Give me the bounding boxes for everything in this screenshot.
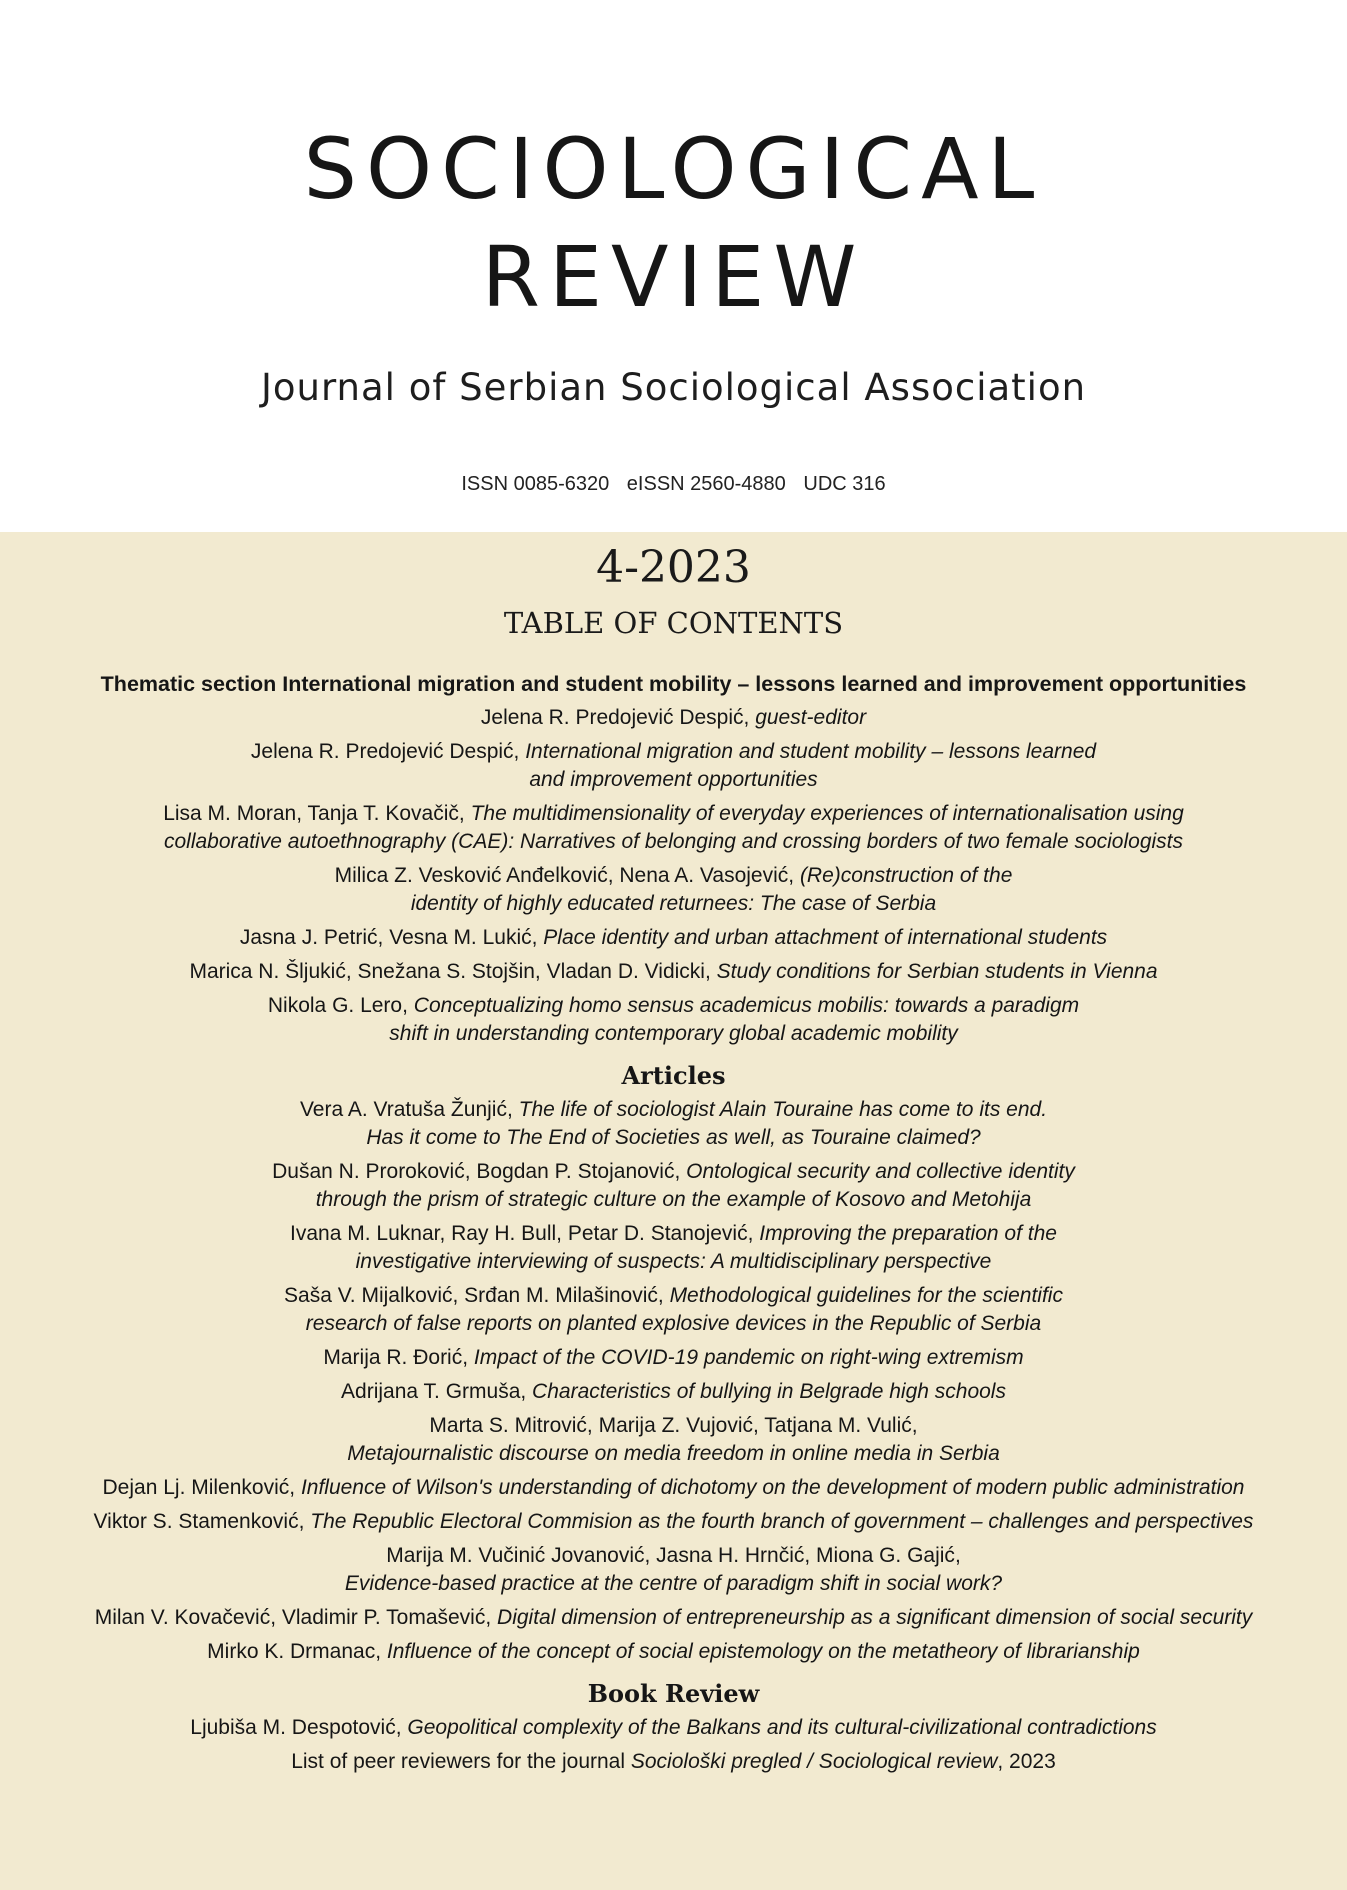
- entry-authors: Marija R. Đorić: [323, 1346, 463, 1369]
- article-entries: [20, 1096, 1327, 1666]
- entry-authors: Marta S. Mitrović, Marija Z. Vujović, Tatjana M. Vulić: [429, 1414, 912, 1437]
- toc-entry: Vera A. Vratuša Žunjić, The life of sociologist Alain Touraine has come to its end. Has it come to The End of Societies as well, as Touraine claimed?: [299, 1098, 1048, 1149]
- toc-entry: Marica N. Šljukić, Snežana S. Stojšin, Vladan D. Vidicki, Study conditions for Serbian students in Vienna: [189, 960, 1158, 983]
- thematic-section-heading: Thematic section International migration and student mobility – lessons learned and improvement opportunities: [100, 672, 1247, 696]
- udc: UDC 316: [803, 473, 886, 495]
- entry-authors: Dejan Lj. Milenković: [102, 1476, 290, 1499]
- guest-editor-name: Jelena R. Predojević Despić: [480, 706, 744, 729]
- entry-title: Improving the preparation of the: [759, 1222, 1057, 1245]
- entry-title-continued: Has it come to The End of Societies as well, as Touraine claimed?: [366, 1126, 981, 1149]
- toc-entry: Milan V. Kovačević, Vladimir P. Tomašević, Digital dimension of entrepreneurship as a significant dimension of social security: [94, 1606, 1253, 1629]
- toc-entry: Marija M. Vučinić Jovanović, Jasna H. Hrnčić, Miona G. Gajić, Evidence-based practice at the centre of paradigm shift in social work?: [344, 1544, 1003, 1595]
- entry-authors: Dušan N. Proroković, Bogdan P. Stojanović: [272, 1160, 675, 1183]
- entry-title-continued: investigative interviewing of suspects: A multidisciplinary perspective: [355, 1250, 992, 1273]
- journal-title-line2: REVIEW: [481, 228, 866, 326]
- toc-entry: Marija R. Đorić, Impact of the COVID-19 pandemic on right-wing extremism: [323, 1346, 1024, 1369]
- entry-authors: Jasna J. Petrić, Vesna M. Lukić: [239, 926, 532, 949]
- articles-heading: Articles: [621, 1061, 726, 1090]
- entry-title: Ontological security and collective identity: [686, 1160, 1075, 1183]
- issn: ISSN 0085-6320: [461, 473, 610, 495]
- book-review-title: Geopolitical complexity of the Balkans and its cultural-civilizational contradictions: [407, 1716, 1157, 1739]
- entry-title-continued: Evidence-based practice at the centre of paradigm shift in social work?: [344, 1572, 1003, 1595]
- entry-title: Impact of the COVID-19 pandemic on right-wing extremism: [473, 1346, 1024, 1369]
- entry-authors: Ivana M. Luknar, Ray H. Bull, Petar D. Stanojević: [290, 1222, 748, 1245]
- entry-authors: Viktor S. Stamenković: [93, 1510, 299, 1533]
- issue-number: 4-2023: [596, 542, 751, 593]
- entry-authors: Milica Z. Vesković Anđelković, Nena A. Vasojević: [334, 864, 789, 887]
- entry-title: Conceptualizing homo sensus academicus mobilis: towards a paradigm: [413, 994, 1080, 1017]
- entry-authors: Adrijana T. Grmuša: [341, 1380, 521, 1403]
- entry-title: Methodological guidelines for the scientific: [669, 1284, 1063, 1307]
- entry-authors: Mirko K. Drmanac: [207, 1640, 376, 1663]
- entry-authors: Jelena R. Predojević Despić: [250, 740, 514, 763]
- entry-authors: Milan V. Kovačević, Vladimir P. Tomašević: [94, 1606, 486, 1629]
- journal-subtitle: Journal of Serbian Sociological Association: [260, 366, 1087, 409]
- toc-entry: Dejan Lj. Milenković, Influence of Wilson's understanding of dichotomy on the development of modern public administration: [102, 1476, 1245, 1499]
- reviewers-journal: Sociološki pregled / Sociological review: [630, 1750, 998, 1773]
- toc-entry: Dušan N. Proroković, Bogdan P. Stojanović, Ontological security and collective identity through the prism of strategic culture on the example of Kosovo and Metohija: [272, 1160, 1075, 1211]
- entry-title: The multidimensionality of everyday experiences of internationalisation using: [470, 802, 1184, 825]
- entry-title: Digital dimension of entrepreneurship as a significant dimension of social security: [497, 1606, 1253, 1629]
- guest-editor-role: guest-editor: [755, 706, 867, 729]
- entry-authors: Nikola G. Lero: [267, 994, 403, 1017]
- toc-entry: Jelena R. Predojević Despić, International migration and student mobility – lessons learned and improvement opportunities: [250, 740, 1097, 791]
- journal-title-line1: SOCIOLOGICAL: [303, 120, 1044, 218]
- eissn: eISSN 2560-4880: [626, 473, 786, 495]
- entry-title-continued: identity of highly educated returnees: The case of Serbia: [410, 892, 937, 915]
- entry-title: Study conditions for Serbian students in Vienna: [716, 960, 1158, 983]
- entry-title: International migration and student mobility – lessons learned: [525, 740, 1097, 763]
- reviewers-prefix: List of peer reviewers for the journal: [291, 1750, 626, 1773]
- table-of-contents: [20, 670, 1327, 1782]
- entry-title: Characteristics of bullying in Belgrade high schools: [532, 1380, 1006, 1403]
- toc-entry: Lisa M. Moran, Tanja T. Kovačič, The multidimensionality of everyday experiences of internationalisation using collaborative autoethnography (CAE): Narratives of belonging and crossing borders of two female sociologists: [163, 802, 1184, 853]
- entry-title: (Re)construction of the: [799, 864, 1013, 887]
- guest-editor: Jelena R. Predojević Despić, guest-editor: [480, 706, 867, 729]
- entry-title: The life of sociologist Alain Touraine has come to its end.: [518, 1098, 1048, 1121]
- toc-entry: Viktor S. Stamenković, The Republic Electoral Commision as the fourth branch of government – challenges and perspectives: [93, 1510, 1254, 1533]
- entry-authors: Lisa M. Moran, Tanja T. Kovačič: [163, 802, 459, 825]
- toc-entry: Saša V. Mijalković, Srđan M. Milašinović, Methodological guidelines for the scientific research of false reports on planted explosive devices in the Republic of Serbia: [284, 1284, 1063, 1335]
- toc-entry: Ivana M. Luknar, Ray H. Bull, Petar D. Stanojević, Improving the preparation of the investigative interviewing of suspects: A multidisciplinary perspective: [290, 1222, 1057, 1273]
- toc-entry: Adrijana T. Grmuša, Characteristics of bullying in Belgrade high schools: [341, 1380, 1006, 1403]
- entry-title-continued: through the prism of strategic culture on the example of Kosovo and Metohija: [315, 1188, 1032, 1211]
- entry-title: Influence of Wilson's understanding of dichotomy on the development of modern public administration: [300, 1476, 1245, 1499]
- entry-title-continued: and improvement opportunities: [529, 768, 818, 791]
- entry-title-continued: collaborative autoethnography (CAE): Narratives of belonging and crossing borders of two female sociologists: [163, 830, 1184, 853]
- book-review-entry: Ljubiša M. Despotović, Geopolitical complexity of the Balkans and its cultural-civilizational contradictions: [190, 1716, 1157, 1739]
- entry-title-continued: Metajournalistic discourse on media freedom in online media in Serbia: [347, 1442, 1000, 1465]
- entry-authors: Vera A. Vratuša Žunjić: [299, 1098, 507, 1121]
- entry-authors: Marica N. Šljukić, Snežana S. Stojšin, Vladan D. Vidicki: [189, 960, 705, 983]
- entry-title: Influence of the concept of social epistemology on the metatheory of librarianship: [386, 1640, 1140, 1663]
- entry-title-continued: research of false reports on planted explosive devices in the Republic of Serbia: [305, 1312, 1042, 1335]
- reviewers-year: , 2023: [997, 1750, 1056, 1773]
- entry-title: The Republic Electoral Commision as the fourth branch of government – challenges and perspectives: [310, 1510, 1254, 1533]
- entry-title-continued: shift in understanding contemporary global academic mobility: [389, 1022, 958, 1045]
- entry-title: Place identity and urban attachment of international students: [543, 926, 1108, 949]
- entry-authors: Marija M. Vučinić Jovanović, Jasna H. Hrnčić, Miona G. Gajić: [386, 1544, 955, 1567]
- toc-entry: Jasna J. Petrić, Vesna M. Lukić, Place identity and urban attachment of international students: [239, 926, 1108, 949]
- toc-entry: Mirko K. Drmanac, Influence of the concept of social epistemology on the metatheory of librarianship: [207, 1640, 1140, 1663]
- book-review-heading: Book Review: [587, 1679, 760, 1708]
- toc-entry: Nikola G. Lero, Conceptualizing homo sensus academicus mobilis: towards a paradigm shift in understanding contemporary global academic mobility: [267, 994, 1080, 1045]
- toc-heading: TABLE OF CONTENTS: [503, 606, 844, 640]
- toc-entry: Milica Z. Vesković Anđelković, Nena A. Vasojević, (Re)construction of the identity of highly educated returnees: The case of Serbia: [334, 864, 1013, 915]
- entry-authors: Saša V. Mijalković, Srđan M. Milašinović: [284, 1284, 658, 1307]
- issn-line: [0, 473, 1347, 496]
- thematic-entries: [20, 738, 1327, 1048]
- book-review-authors: Ljubiša M. Despotović: [190, 1716, 396, 1739]
- peer-reviewers-line: [20, 1748, 1327, 1776]
- toc-entry: Marta S. Mitrović, Marija Z. Vujović, Tatjana M. Vulić, Metajournalistic discourse on media freedom in online media in Serbia: [347, 1414, 1000, 1465]
